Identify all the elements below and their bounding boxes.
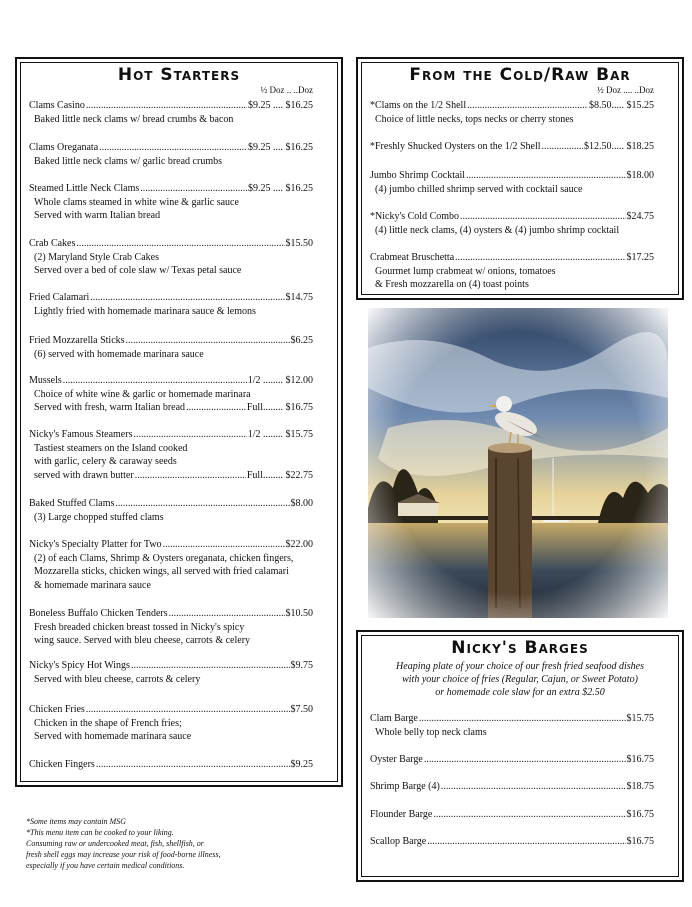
menu-item-description: Baked little neck clams w/ bread crumbs & bacon (34, 113, 234, 125)
barges-title: Nicky's Barges (451, 638, 589, 658)
menu-item-name: Nicky's Spicy Hot Wings (29, 660, 130, 671)
menu-item-name: Chicken Fries (29, 704, 85, 715)
barges-intro-line: or homemade cole slaw for an extra $2.50 (435, 687, 605, 698)
dot-leader (133, 428, 246, 442)
menu-item-row (29, 497, 313, 511)
menu-item-description: with garlic, celery & caraway seeds (34, 456, 177, 467)
menu-item-description: (4) little neck clams, (4) oysters & (4) jumbo shrimp cocktail (375, 224, 620, 236)
menu-item-price: $22.00 (285, 539, 313, 550)
menu-item-description: & Fresh mozzarella on (4) toast points (375, 279, 529, 290)
menu-item-price: Full........ $16.75 (246, 402, 313, 413)
footnote-line: *Some items may contain MSG (26, 817, 126, 826)
menu-item-price: $24.75 (626, 211, 654, 222)
menu-item-name: Chicken Fingers (29, 759, 95, 770)
menu-item-row (29, 758, 313, 772)
menu-item-row (29, 334, 313, 348)
seagull-harbor-photo (368, 308, 668, 618)
menu-item-name: Nicky's Specialty Platter for Two (29, 539, 162, 550)
menu-item-description: wing sauce. Served with bleu cheese, carrots & celery (34, 635, 251, 646)
menu-item (29, 237, 313, 278)
menu-item-price: $9.25 (290, 759, 313, 770)
menu-item-name: Crab Cakes (29, 238, 76, 249)
menu-item-description: Served with homemade marinara sauce (34, 731, 192, 742)
menu-item-row (29, 607, 313, 621)
dot-leader (135, 469, 246, 483)
menu-item-row (370, 808, 654, 822)
menu-item-description: (4) jumbo chilled shrimp served with cocktail sauce (375, 183, 583, 195)
menu-item-row (29, 182, 313, 196)
menu-item-row (370, 780, 654, 794)
dot-leader (186, 401, 246, 415)
menu-item-price: $18.75 (626, 781, 654, 792)
menu-item-price: $15.50 (285, 238, 313, 249)
hot-starters-title: Hot Starters (117, 65, 241, 85)
menu-item (29, 374, 313, 415)
menu-item-description: Gourmet lump crabmeat w/ onions, tomatoes (375, 265, 556, 277)
menu-item-row (370, 251, 654, 265)
menu-footnotes (26, 816, 221, 871)
menu-item (29, 538, 313, 592)
menu-item-price: $7.50 (290, 704, 313, 715)
menu-item-name: Flounder Barge (370, 809, 433, 820)
menu-item-row (29, 659, 313, 673)
menu-item-price: $18.00 (626, 170, 654, 181)
menu-item-description: Baked little neck clams w/ garlic bread crumbs (34, 155, 222, 167)
dot-leader (86, 99, 247, 113)
menu-item (29, 99, 313, 126)
dot-leader (90, 291, 284, 305)
barges-intro (370, 660, 670, 699)
menu-item-name: *Nicky's Cold Combo (370, 211, 460, 222)
dot-leader (433, 808, 625, 822)
menu-item-row (370, 210, 654, 224)
dot-leader (140, 182, 247, 196)
barges-frame (361, 635, 679, 877)
menu-item-row (29, 469, 313, 483)
menu-item-price: $8.50..... $15.25 (589, 100, 654, 111)
menu-item-description: Mozzarella sticks, chicken wings, all served with fried calamari (34, 566, 289, 577)
menu-item-row (370, 835, 654, 849)
footnote-line: fresh shell eggs may increase your risk of food-borne illness, (26, 850, 221, 859)
menu-item (29, 703, 313, 744)
dot-leader (424, 753, 626, 767)
dot-leader (542, 140, 583, 154)
menu-item-price: 1/2 ........ $15.75 (247, 429, 313, 440)
dot-leader (460, 210, 625, 224)
menu-item-row (370, 712, 654, 726)
menu-item-price: $6.25 (290, 335, 313, 346)
hot-starters-section (15, 57, 343, 787)
menu-item-name: Nicky's Famous Steamers (29, 429, 133, 440)
menu-item (29, 182, 313, 223)
dot-leader (455, 251, 625, 265)
menu-item-name: Clams Oreganata (29, 142, 99, 153)
menu-item-description: Choice of little necks, tops necks or cherry stones (375, 113, 574, 125)
menu-item-description: (3) Large chopped stuffed clams (34, 511, 164, 523)
menu-item-price: $8.00 (290, 498, 313, 509)
menu-item (29, 141, 313, 168)
dot-leader (63, 374, 247, 388)
hot-starters-frame (20, 62, 338, 782)
menu-item-price: $15.75 (626, 713, 654, 724)
dot-leader (99, 141, 247, 155)
menu-item-price: $12.50..... $18.25 (584, 141, 654, 152)
menu-item-name: Boneless Buffalo Chicken Tenders (29, 608, 168, 619)
menu-item-description: & homemade marinara sauce (34, 579, 151, 591)
footnote-line: *This menu item can be cooked to your liking. (26, 828, 174, 837)
menu-item-description: Served over a bed of cole slaw w/ Texas petal sauce (34, 265, 242, 276)
menu-item (29, 758, 313, 772)
dot-leader (466, 169, 626, 183)
footnote-line: especially if you have certain medical conditions. (26, 861, 185, 870)
menu-item (370, 712, 654, 739)
menu-item-description: Whole belly top neck clams (375, 726, 487, 738)
menu-item-description: Whole clams steamed in white wine & garlic sauce (34, 196, 239, 208)
menu-item-price: $9.25 .... $16.25 (248, 142, 313, 153)
dot-leader (169, 607, 285, 621)
menu-item-description: Served with warm Italian bread (34, 210, 161, 221)
menu-item-name: Jumbo Shrimp Cocktail (370, 170, 465, 181)
menu-item-name: Crabmeat Bruschetta (370, 252, 455, 263)
menu-item-description: Choice of white wine & garlic or homemade marinara (34, 388, 251, 400)
menu-item-name: Fried Mozzarella Sticks (29, 335, 125, 346)
dot-leader (86, 703, 290, 717)
footnote-line: Consuming raw or undercooked meat, fish, shellfish, or (26, 839, 204, 848)
dot-leader (419, 712, 626, 726)
menu-item (370, 140, 654, 154)
menu-item-price: $9.25 .... $16.25 (248, 183, 313, 194)
menu-item (370, 210, 654, 237)
menu-item (370, 780, 654, 794)
menu-item-description: Served with fresh, warm Italian bread (34, 402, 186, 413)
menu-item-row (29, 374, 313, 388)
menu-item-price: $14.75 (285, 292, 313, 303)
menu-item-row (370, 169, 654, 183)
menu-item-row (29, 428, 313, 442)
menu-item-row (29, 401, 313, 415)
menu-item-price: $17.25 (626, 252, 654, 263)
menu-item-name: Shrimp Barge (4) (370, 781, 440, 792)
dot-leader (441, 780, 626, 794)
menu-item-row (29, 291, 313, 305)
menu-item-price: Full........ $22.75 (246, 469, 313, 481)
menu-item-price: $16.75 (626, 754, 654, 765)
menu-item-description: Fresh breaded chicken breast tossed in Nicky's spicy (34, 621, 245, 633)
menu-item-name: Oyster Barge (370, 754, 423, 765)
dot-leader (131, 659, 290, 673)
menu-item-description: Tastiest steamers on the Island cooked (34, 442, 188, 454)
cold-bar-column-header: ½ Doz .... ..Doz (597, 85, 654, 95)
menu-item-description: Served with bleu cheese, carrots & celery (34, 673, 201, 685)
menu-item-price: $16.75 (626, 809, 654, 820)
menu-item-row (29, 99, 313, 113)
menu-item-description: (2) of each Clams, Shrimp & Oysters oreganata, chicken fingers, (34, 552, 294, 564)
dot-leader (126, 334, 290, 348)
menu-item-price: $9.75 (290, 660, 313, 671)
menu-item (370, 808, 654, 822)
menu-item (370, 169, 654, 196)
menu-item-description: (2) Maryland Style Crab Cakes (34, 251, 159, 263)
dot-leader (163, 538, 285, 552)
menu-item-name: Clams Casino (29, 100, 85, 111)
menu-item-name: Fried Calamari (29, 292, 90, 303)
menu-item-row (29, 237, 313, 251)
menu-item (370, 251, 654, 292)
menu-item-price: $16.75 (626, 836, 654, 847)
menu-item (370, 99, 654, 126)
dot-leader (467, 99, 588, 113)
menu-item-price: 1/2 ........ $12.00 (247, 375, 313, 386)
menu-item-price: $9.25 .... $16.25 (248, 100, 313, 111)
cold-bar-frame (361, 62, 679, 295)
menu-item (370, 753, 654, 767)
menu-item-description: Chicken in the shape of French fries; (34, 717, 182, 729)
menu-item-name: Clam Barge (370, 713, 418, 724)
dot-leader (76, 237, 284, 251)
cold-bar-title: From the Cold/Raw Bar (409, 65, 631, 85)
menu-item-description: (6) served with homemade marinara sauce (34, 348, 204, 360)
menu-item-name: *Clams on the 1/2 Shell (370, 100, 467, 111)
barges-section (356, 630, 684, 882)
menu-item (29, 607, 313, 648)
menu-item (29, 659, 313, 686)
menu-item-row (370, 99, 654, 113)
menu-item-row (370, 140, 654, 154)
menu-item-row (29, 538, 313, 552)
menu-item-description: Lightly fried with homemade marinara sauce & lemons (34, 305, 256, 317)
menu-item (370, 835, 654, 849)
menu-item-name: Scallop Barge (370, 836, 427, 847)
menu-item-price: $10.50 (285, 608, 313, 619)
barges-intro-line: with your choice of fries (Regular, Cajun, or Sweet Potato) (402, 674, 638, 685)
menu-item (29, 428, 313, 482)
menu-item-name: Steamed Little Neck Clams (29, 183, 140, 194)
menu-item-name: *Freshly Shucked Oysters on the 1/2 Shell (370, 141, 541, 152)
menu-item-row (29, 703, 313, 717)
menu-item-name: Baked Stuffed Clams (29, 498, 115, 509)
menu-item-name: Mussels (29, 375, 62, 386)
menu-item-description: served with drawn butter (34, 469, 134, 481)
hot-starters-column-header: ½ Doz .. ..Doz (260, 85, 313, 95)
barges-intro-line: Heaping plate of your choice of our fresh fried seafood dishes (396, 661, 644, 672)
menu-item (29, 291, 313, 318)
cold-bar-section (356, 57, 684, 300)
menu-item-row (29, 141, 313, 155)
dot-leader (96, 758, 290, 772)
dot-leader (427, 835, 625, 849)
menu-item-row (370, 753, 654, 767)
menu-item (29, 497, 313, 524)
dot-leader (115, 497, 289, 511)
menu-item (29, 334, 313, 361)
